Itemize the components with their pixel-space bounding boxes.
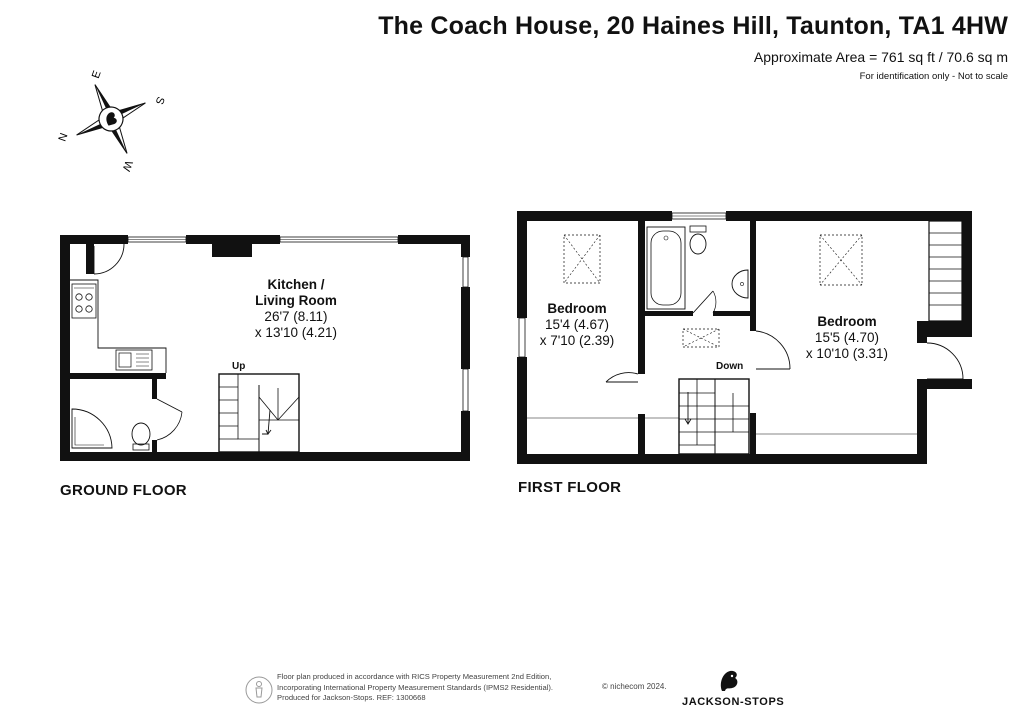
stairs-up-label: Up xyxy=(232,361,246,372)
brand-name: JACKSON-STOPS xyxy=(682,696,785,708)
compass-letter-s: S xyxy=(152,94,167,106)
kitchen-living-room-dim-2: x 13'10 (4.21) xyxy=(254,325,338,340)
bedroom-right-label xyxy=(806,314,888,362)
stairs-down-label: Down xyxy=(716,361,744,372)
bedroom-right-name: Bedroom xyxy=(817,314,877,329)
bedroom-left-dim-2: x 7'10 (2.39) xyxy=(539,333,615,348)
bedroom-left-label xyxy=(540,301,615,349)
kitchen-living-room-name-1: Kitchen / xyxy=(267,277,325,292)
disclaimer-text: For identification only - Not to scale xyxy=(859,71,1008,82)
compass-letter-w: W xyxy=(119,158,135,173)
footer-line-3: Produced for Jackson-Stops. REF: 1300668 xyxy=(277,693,426,702)
compass-letter-n: N xyxy=(56,131,71,144)
property-title: The Coach House, 20 Haines Hill, Taunton, TA1 4HW xyxy=(378,12,1008,40)
bedroom-left-dim-1: 15'4 (4.67) xyxy=(544,317,610,332)
kitchen-living-room-label xyxy=(255,277,337,341)
compass-rose xyxy=(61,69,162,170)
rics-logo-icon xyxy=(244,675,274,705)
approximate-area: Approximate Area = 761 sq ft / 70.6 sq m xyxy=(753,49,1008,65)
footer-notes xyxy=(277,672,553,704)
ground-floor-plan xyxy=(60,235,470,461)
copyright-text: © nichecom 2024. xyxy=(602,682,667,691)
compass-letter-e: E xyxy=(89,69,104,81)
bedroom-right-dim-2: x 10'10 (3.31) xyxy=(805,346,889,361)
jackson-stops-logo-icon xyxy=(716,667,742,695)
first-floor-label: FIRST FLOOR xyxy=(518,479,622,496)
kitchen-living-room-dim-1: 26'7 (8.11) xyxy=(264,309,328,324)
bedroom-right-dim-1: 15'5 (4.70) xyxy=(814,330,880,345)
footer-line-2: Incorporating International Property Measurement Standards (IPMS2 Residential). xyxy=(277,682,554,692)
bedroom-left-name: Bedroom xyxy=(547,301,607,316)
kitchen-living-room-name-2: Living Room xyxy=(255,293,337,308)
ground-floor-label: GROUND FLOOR xyxy=(60,482,187,499)
footer-line-1: Floor plan produced in accordance with RICS Property Measurement 2nd Edition, xyxy=(277,672,552,681)
